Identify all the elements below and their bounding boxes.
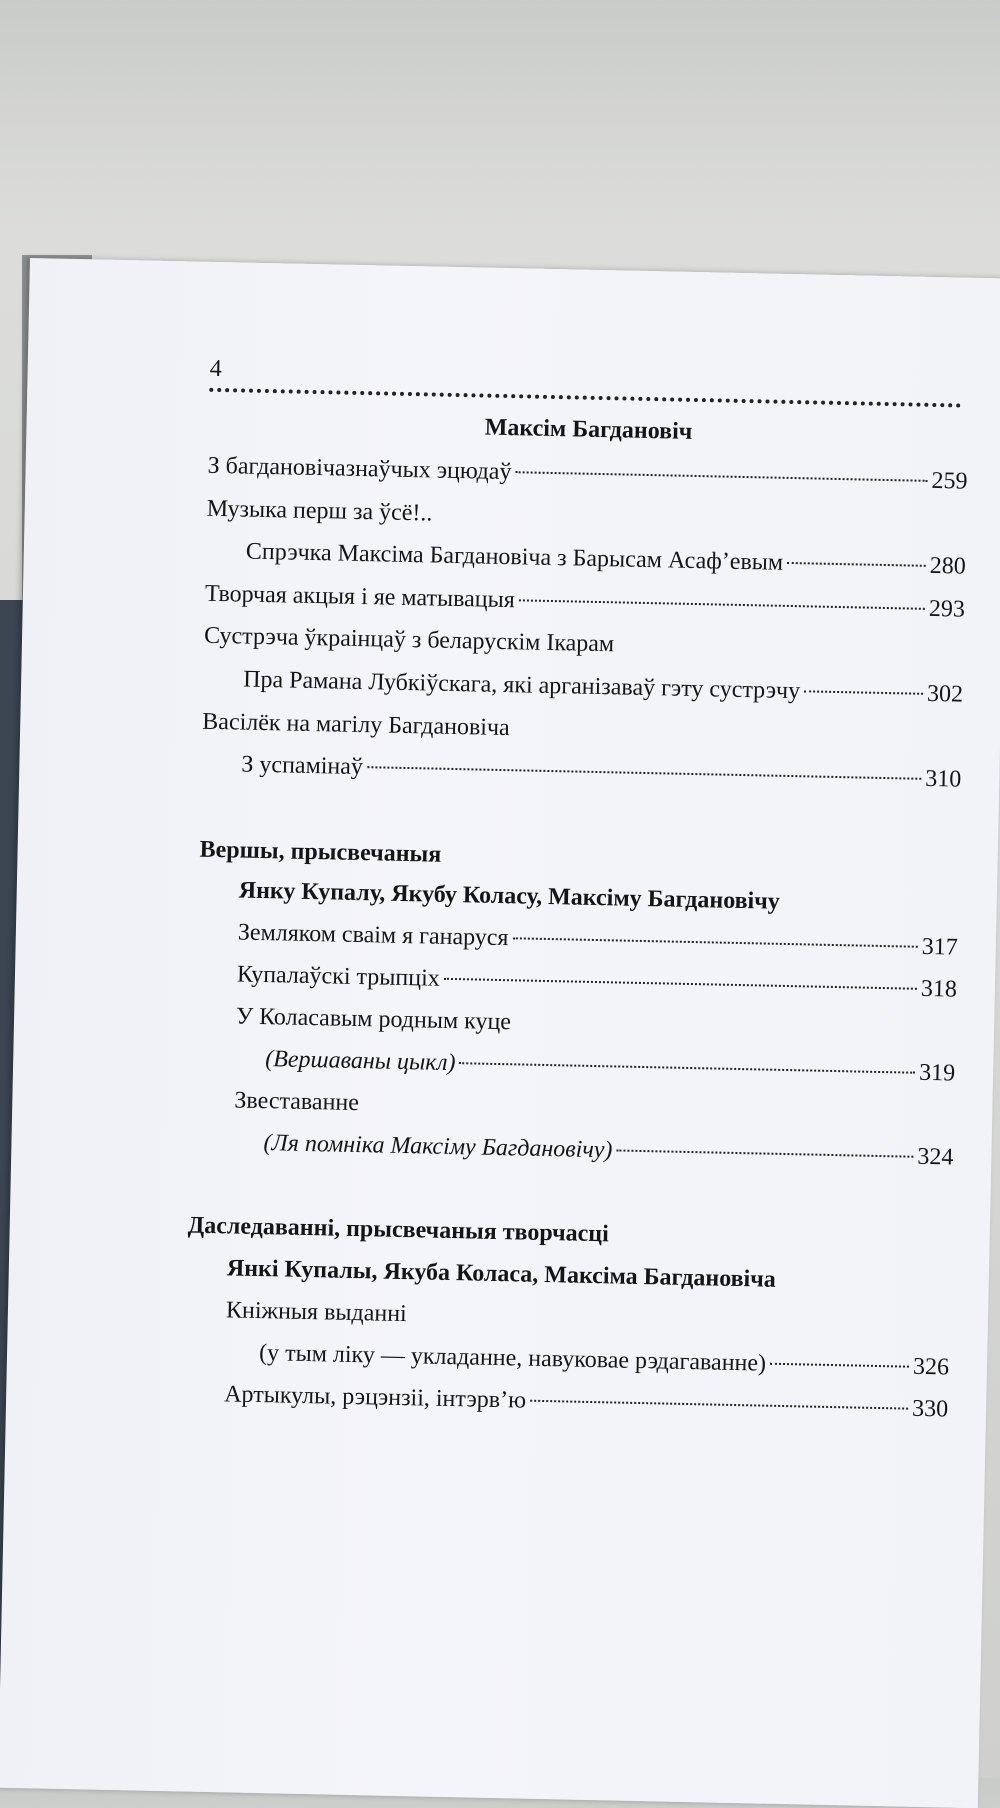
toc-entry-page: 326 — [912, 1353, 950, 1381]
toc-entry-page: 302 — [926, 680, 964, 708]
toc-entry-page: 324 — [917, 1143, 954, 1171]
leader-dots — [459, 1062, 915, 1074]
toc-entry-title: (Ля помніка Максіму Багдановічу) — [263, 1130, 613, 1164]
book-page — [0, 258, 1000, 1808]
toc-entry-page: 259 — [931, 467, 968, 495]
toc-entry — [193, 1124, 954, 1176]
page-number: 4 — [209, 355, 222, 383]
toc-entry-title: (Вершаваны цыкл) — [265, 1046, 456, 1077]
leader-dots — [616, 1149, 913, 1157]
toc-entry-title: Музыка перш за ўсё!.. — [206, 495, 433, 527]
leader-dots — [804, 690, 923, 694]
toc-entry-title: З багдановічазнаўчых эцюдаў — [207, 452, 512, 486]
toc-entry-title: Сустрэча ўкраінцаў з беларускім Ікарам — [203, 622, 615, 658]
toc-entry-title: Звеставанне — [234, 1087, 360, 1117]
toc-entry-title: З успамінаў — [241, 751, 364, 781]
toc-entry — [203, 661, 964, 713]
toc-entry-title: У Коласавым родным куце — [235, 1003, 512, 1036]
header-dotted-rule — [209, 388, 961, 408]
toc-entry-page: 310 — [925, 765, 962, 793]
toc-entry-title: (у тым ліку — укладанне, навуковае рэдагаванне) — [258, 1340, 767, 1377]
toc-entry-page: 280 — [929, 552, 967, 580]
toc-entry-page: 319 — [918, 1059, 956, 1087]
toc-entry — [206, 533, 967, 585]
leader-dots — [444, 978, 917, 990]
toc-entry-title: Пра Рамана Лубкіўскага, які арганізаваў гэту сустрэчу — [242, 666, 801, 705]
toc-entry-title: Артыкулы, рэцэнзіі, інтэрв’ю — [223, 1381, 527, 1414]
table-of-contents — [187, 355, 970, 1423]
section-heading: Максім Багдановіч — [484, 414, 693, 445]
toc-entry-title: Васілёк на магілу Багдановіча — [202, 708, 510, 742]
leader-dots — [787, 562, 926, 567]
toc-entry-title: Спрэчка Максіма Багдановіча з Барысам Асаф’евым — [245, 538, 784, 576]
section-subheading: Янкі Купалы, Якуба Коласа, Максіма Багдановіча — [226, 1255, 777, 1293]
toc-entry-title: Творчая акцыя і яе матывацыя — [204, 580, 516, 614]
section-heading: Вершы, прысвечаныя — [199, 836, 442, 868]
toc-entry-title: Кніжныя выданні — [225, 1297, 408, 1328]
toc-entry-page: 293 — [928, 595, 966, 623]
toc-entry-title: Купалаўскі трыпціх — [236, 961, 441, 992]
toc-entry-page: 317 — [921, 933, 959, 961]
leader-dots — [367, 766, 921, 780]
leader-dots — [512, 937, 917, 947]
section-heading: Даследаванні, прысвечаныя творчасці — [187, 1212, 610, 1248]
toc-entry-page: 318 — [920, 975, 958, 1003]
toc-entry — [188, 1376, 949, 1428]
toc-entry — [207, 448, 968, 500]
toc-entry — [201, 746, 962, 798]
section-subheading: Янку Купалу, Якубу Коласу, Максіму Багдановічу — [238, 877, 781, 915]
toc-entry-page: 330 — [911, 1395, 949, 1423]
toc-entry-title: Земляком сваім я ганаруся — [237, 919, 509, 952]
leader-dots — [515, 471, 927, 482]
leader-dots — [530, 1400, 908, 1410]
leader-dots — [770, 1363, 909, 1368]
leader-dots — [519, 599, 925, 610]
